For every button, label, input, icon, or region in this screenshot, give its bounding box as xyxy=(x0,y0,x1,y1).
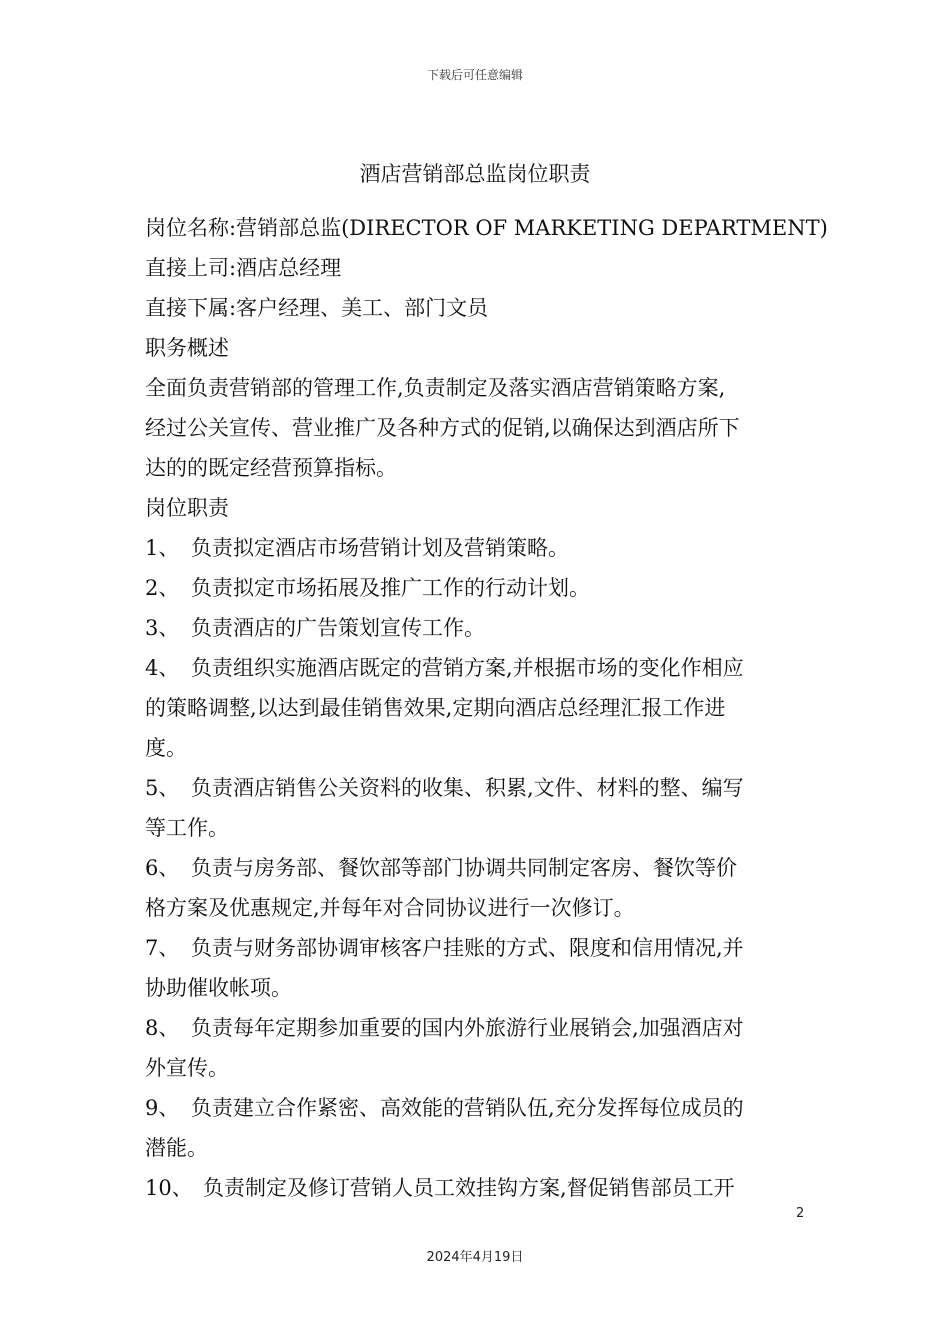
duty-text: 负责与财务部协调审核客户挂账的方式、限度和信用情况,并 xyxy=(191,936,744,960)
position-name: 岗位名称:营销部总监(DIRECTOR OF MARKETING DEPARTMENT) xyxy=(145,216,828,240)
duty-number: 3、 xyxy=(145,616,180,640)
duty-item-2 xyxy=(145,568,825,608)
duty-text: 等工作。 xyxy=(145,816,229,840)
overview-line: 全面负责营销部的管理工作,负责制定及落实酒店营销策略方案, xyxy=(145,376,726,400)
duty-text: 度。 xyxy=(145,736,187,760)
duty-number: 4、 xyxy=(145,656,180,680)
duty-text: 格方案及优惠规定,并每年对合同协议进行一次修订。 xyxy=(145,896,635,920)
duty-text: 的策略调整,以达到最佳销售效果,定期向酒店总经理汇报工作进 xyxy=(145,696,726,720)
duty-item-8 xyxy=(145,1008,825,1088)
duty-item-7 xyxy=(145,928,825,1008)
duty-number: 2、 xyxy=(145,576,180,600)
duty-item-6 xyxy=(145,848,825,928)
page-number: 2 xyxy=(796,1206,805,1221)
footer-date: 2024年4月19日 xyxy=(426,1250,524,1265)
duty-number: 6、 xyxy=(145,856,180,880)
duty-text: 负责酒店销售公关资料的收集、积累,文件、材料的整、编写 xyxy=(191,776,744,800)
document-body xyxy=(145,208,828,1208)
overview-line: 达的的既定经营预算指标。 xyxy=(145,456,397,480)
duty-number: 9、 xyxy=(145,1096,180,1120)
duty-text: 负责每年定期参加重要的国内外旅游行业展销会,加强酒店对 xyxy=(191,1016,744,1040)
duty-text: 负责拟定酒店市场营销计划及营销策略。 xyxy=(191,536,569,560)
overview-heading: 职务概述 xyxy=(145,336,229,360)
duty-text: 负责组织实施酒店既定的营销方案,并根据市场的变化作相应 xyxy=(191,656,744,680)
duty-text: 负责与房务部、餐饮部等部门协调共同制定客房、餐饮等价 xyxy=(191,856,737,880)
duty-number: 7、 xyxy=(145,936,180,960)
document-title: 酒店营销部总监岗位职责 xyxy=(359,162,591,186)
duty-text: 负责拟定市场拓展及推广工作的行动计划。 xyxy=(191,576,590,600)
duty-text: 负责制定及修订营销人员工效挂钩方案,督促销售部员工开 xyxy=(203,1176,735,1200)
header-note: 下载后可任意编辑 xyxy=(426,68,523,82)
direct-superior: 直接上司:酒店总经理 xyxy=(145,256,342,280)
duty-text: 潜能。 xyxy=(145,1136,208,1160)
duty-number: 8、 xyxy=(145,1016,180,1040)
duty-text: 外宣传。 xyxy=(145,1056,229,1080)
duty-item-9 xyxy=(145,1088,825,1168)
direct-subordinates: 直接下属:客户经理、美工、部门文员 xyxy=(145,296,489,320)
duty-text: 协助催收帐项。 xyxy=(145,976,292,1000)
overview-line: 经过公关宣传、营业推广及各种方式的促销,以确保达到酒店所下 xyxy=(145,416,740,440)
duty-item-1 xyxy=(145,528,825,568)
duty-number: 1、 xyxy=(145,536,180,560)
duty-item-10 xyxy=(145,1168,825,1208)
duties-heading: 岗位职责 xyxy=(145,496,229,520)
duty-number: 10、 xyxy=(145,1176,193,1200)
duty-item-4 xyxy=(145,648,825,768)
duty-item-5 xyxy=(145,768,825,848)
duty-item-3 xyxy=(145,608,825,648)
duty-number: 5、 xyxy=(145,776,180,800)
duty-text: 负责酒店的广告策划宣传工作。 xyxy=(191,616,485,640)
duty-text: 负责建立合作紧密、高效能的营销队伍,充分发挥每位成员的 xyxy=(191,1096,744,1120)
